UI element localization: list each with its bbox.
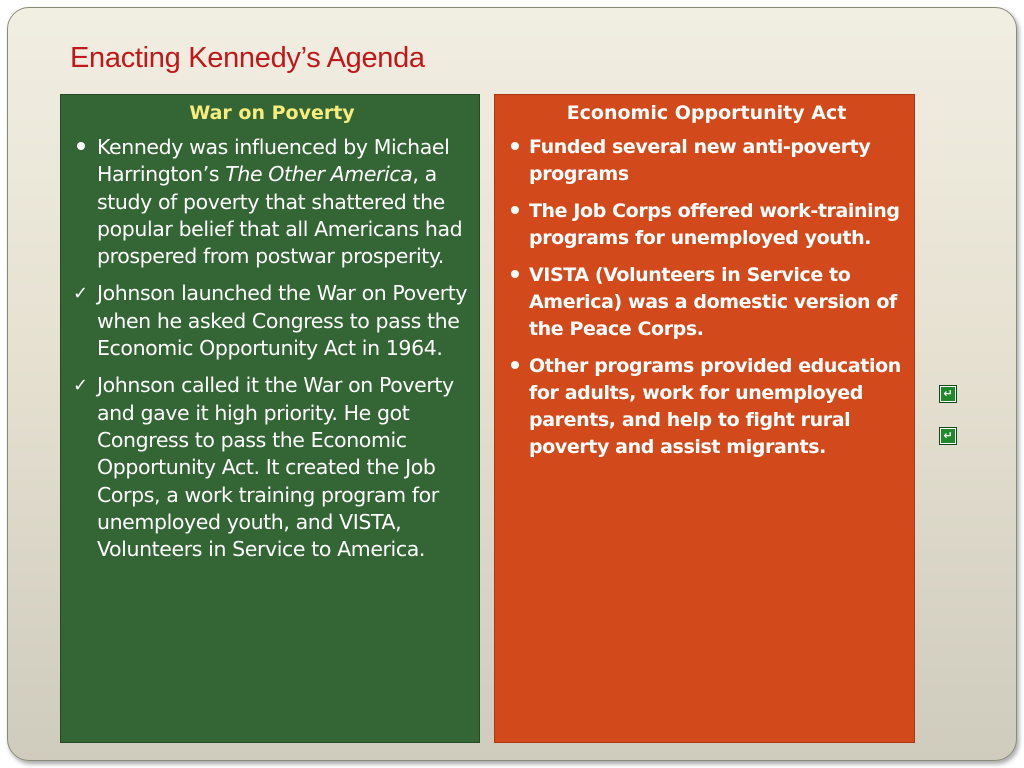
economic-opportunity-act-list xyxy=(507,134,906,461)
book-title: The Other America xyxy=(225,162,413,187)
list-item xyxy=(73,280,471,362)
bullet-icon xyxy=(507,353,527,380)
list-item xyxy=(507,198,906,252)
return-arrow-icon[interactable]: ↵ xyxy=(940,386,956,402)
item-text-before: Kennedy was influenced by Michael Harrington’s xyxy=(97,135,450,187)
list-item xyxy=(73,134,471,270)
checkmark-icon: ✓ xyxy=(73,283,88,305)
item-text: VISTA (Volunteers in Service to America) was a domestic version of the Peace Corps. xyxy=(529,264,897,340)
war-on-poverty-heading: War on Poverty xyxy=(189,102,355,124)
slide-title: Enacting Kennedy’s Agenda xyxy=(70,42,425,74)
bullet-icon xyxy=(507,134,527,161)
economic-opportunity-act-heading: Economic Opportunity Act xyxy=(566,102,847,124)
war-on-poverty-panel xyxy=(60,94,480,743)
slide xyxy=(7,7,1017,761)
bullet-icon xyxy=(507,262,527,289)
economic-opportunity-act-panel xyxy=(494,94,915,743)
list-item xyxy=(507,262,906,343)
checkmark-icon: ✓ xyxy=(73,375,88,397)
item-text: Funded several new anti-poverty programs xyxy=(529,136,871,185)
item-text: The Job Corps offered work-training programs for unemployed youth. xyxy=(529,200,900,249)
item-text: Other programs provided education for adults, work for unemployed parents, and help to fight rural poverty and assist migrants. xyxy=(529,355,901,458)
bullet-icon xyxy=(73,134,93,161)
return-arrow-icon[interactable]: ↵ xyxy=(940,428,956,444)
list-item xyxy=(73,372,471,563)
item-text: Johnson launched the War on Poverty when he asked Congress to pass the Economic Opportunity Act in 1964. xyxy=(97,281,468,361)
bullet-icon xyxy=(507,198,527,225)
item-text: Johnson called it the War on Poverty and gave it high priority. He got Congress to pass the Economic Opportunity Act. It created the Job Corps, a work training program for unemployed youth, and VISTA, Volunteers in Service to America. xyxy=(97,373,454,562)
item-text-after: , a study of poverty that shattered the popular belief that all Americans had prospered from postwar prosperity. xyxy=(97,162,463,269)
list-item xyxy=(507,353,906,461)
list-item xyxy=(507,134,906,188)
war-on-poverty-list xyxy=(73,134,471,563)
